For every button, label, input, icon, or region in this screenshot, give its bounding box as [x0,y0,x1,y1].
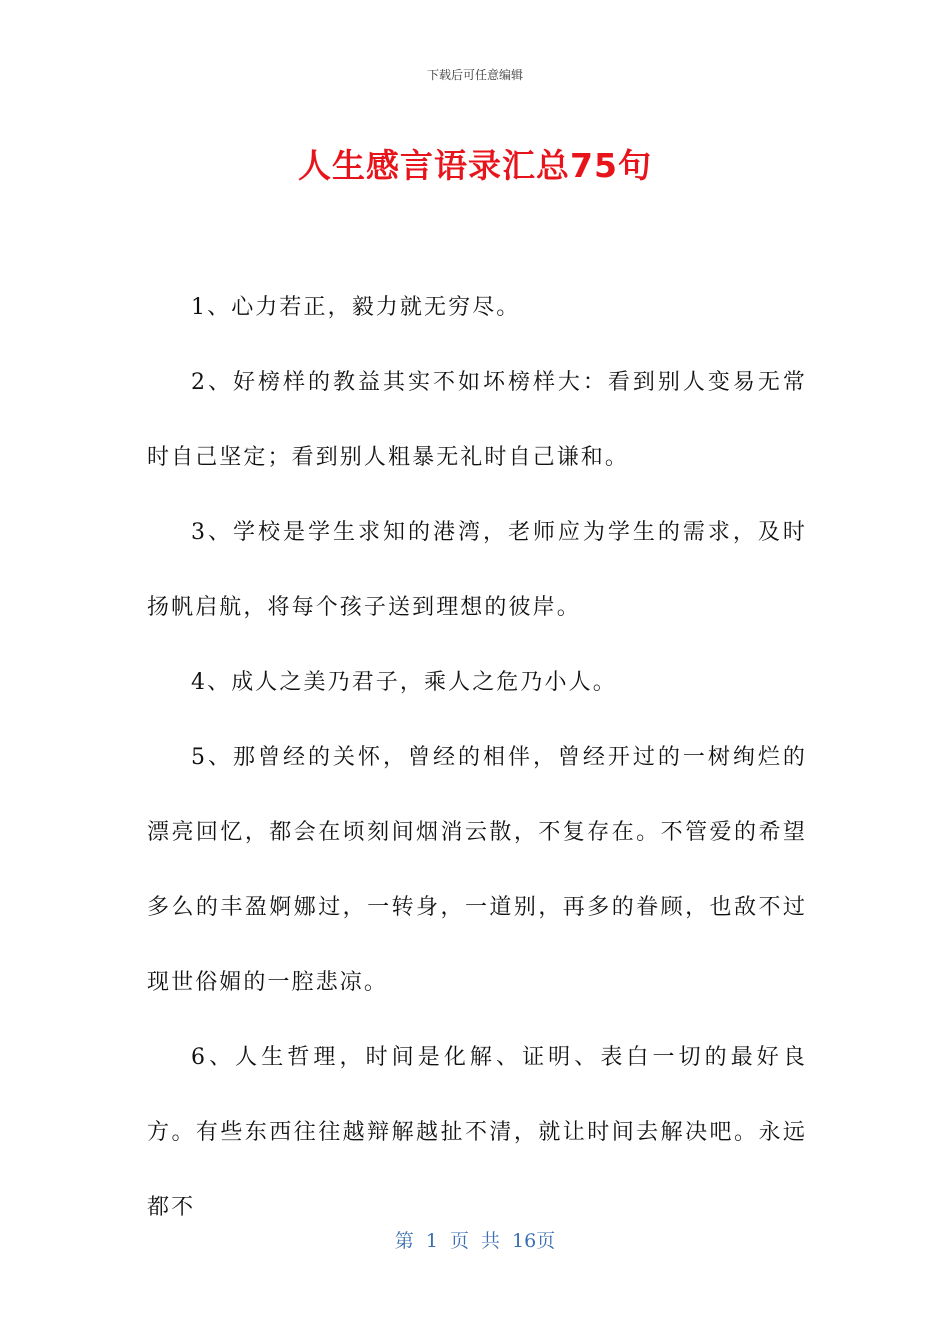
document-body [147,270,807,1245]
document-title: 人生感言语录汇总75句 [298,146,652,185]
paragraph-2: 2、好榜样的教益其实不如坏榜样大：看到别人变易无常时自己坚定；看到别人粗暴无礼时自己谦和。 [147,370,807,470]
paragraph-3: 3、学校是学生求知的港湾，老师应为学生的需求，及时扬帆启航，将每个孩子送到理想的彼岸。 [147,520,807,620]
header-note: 下载后可任意编辑 [426,68,523,82]
paragraph-5: 5、那曾经的关怀，曾经的相伴，曾经开过的一树绚烂的漂亮回忆，都会在顷刻间烟消云散，不复存在。不管爱的希望多么的丰盈婀娜过，一转身，一道别，再多的眷顾，也敌不过现世俗媚的一腔悲凉。 [147,745,807,995]
paragraph-4: 4、成人之美乃君子，乘人之危乃小人。 [191,670,617,695]
paragraph-6: 6、人生哲理，时间是化解、证明、表白一切的最好良方。有些东西往往越辩解越扯不清，就让时间去解决吧。永远都不 [147,1045,807,1220]
page-footer: 第 1 页 共 16页 [394,1230,556,1252]
paragraph-1: 1、心力若正，毅力就无穷尽。 [191,295,521,320]
